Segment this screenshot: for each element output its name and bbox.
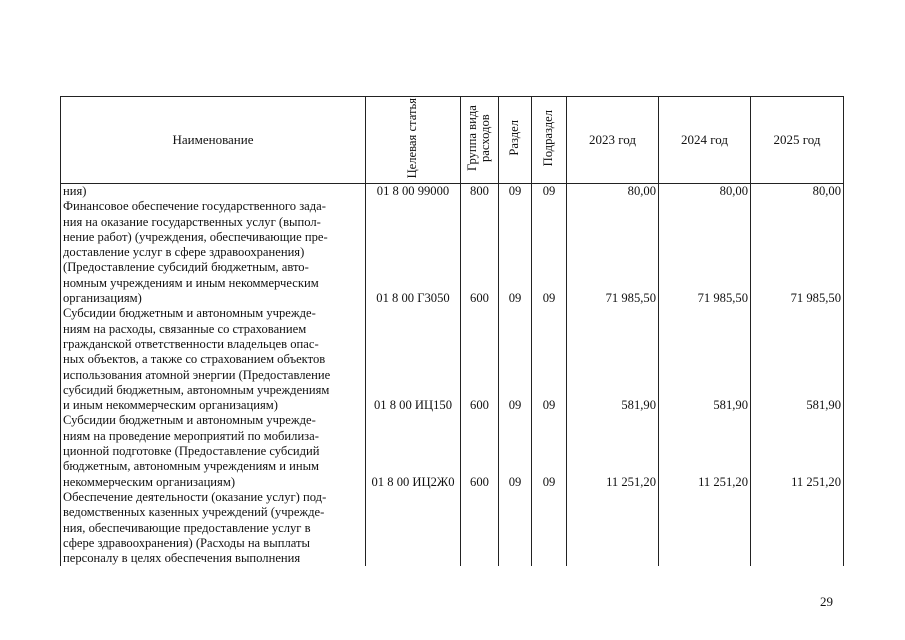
header-section: Раздел [499,97,532,184]
table-row [61,306,844,413]
row-target-article: 01 8 00 Г3050 [366,199,461,306]
row-name-line: гражданской ответственности владельцев опас- [63,336,319,351]
row-expense-group: 600 [461,413,499,489]
row-section: 09 [499,199,532,306]
row-name [61,199,366,306]
row-name-line: Обеспечение деятельности (оказание услуг) под- [63,489,327,504]
row-target-article [366,490,461,566]
row-amount-2023: 11 251,20 [567,413,659,489]
row-expense-group [461,490,499,566]
row-amount-2023: 581,90 [567,306,659,413]
row-name-line: ведомственных казенных учреждений (учрежде- [63,505,325,520]
header-target-article: Целевая статья [366,97,461,184]
row-section: 09 [499,184,532,200]
budget-table [60,96,844,566]
row-expense-group: 600 [461,199,499,306]
row-amount-2023 [567,490,659,566]
table-header-row [61,97,844,184]
header-expense-group: Группа вида расходов [461,97,499,184]
row-name-line: использования атомной энергии (Предоставление [63,367,331,382]
table-row [61,490,844,566]
header-name: Наименование [61,97,366,184]
row-amount-2024: 581,90 [659,306,751,413]
row-name-line: ционной подготовке (Предоставление субсидий [63,444,320,459]
row-name-line: сфере здравоохранения) (Расходы на выплаты [63,535,310,550]
row-name-line: ных объектов, а также со страхованием объектов [63,352,326,367]
row-amount-2024 [659,490,751,566]
row-name-line: ниям на проведение мероприятий по мобилиза- [63,428,319,443]
row-amount-2023: 71 985,50 [567,199,659,306]
row-target-article: 01 8 00 ИЦ2Ж0 [366,413,461,489]
row-name-line: субсидий бюджетным, автономным учреждениям [63,382,330,397]
row-amount-2025 [751,490,844,566]
row-name-line: (Предоставление субсидий бюджетным, авто- [63,260,309,275]
header-subsection: Подраздел [532,97,567,184]
header-year-2025: 2025 год [751,97,844,184]
row-subsection: 09 [532,184,567,200]
row-section [499,490,532,566]
row-name-line: ния) [63,184,87,198]
row-target-article: 01 8 00 99000 [366,184,461,200]
row-amount-2025: 71 985,50 [751,199,844,306]
row-name-line: некоммерческим организациям) [63,474,236,489]
row-expense-group: 800 [461,184,499,200]
row-expense-group: 600 [461,306,499,413]
row-amount-2025: 581,90 [751,306,844,413]
row-section: 09 [499,413,532,489]
header-year-2023: 2023 год [567,97,659,184]
row-name-line: ниям на расходы, связанные со страхованием [63,321,307,336]
row-subsection: 09 [532,306,567,413]
header-year-2024: 2024 год [659,97,751,184]
row-amount-2024: 71 985,50 [659,199,751,306]
row-name-line: ния на оказание государственных услуг (выпол- [63,214,321,229]
row-name-line: ния, обеспечивающие предоставление услуг в [63,520,311,535]
row-amount-2025: 11 251,20 [751,413,844,489]
row-name-line: нение работ) (учреждения, обеспечивающие пре- [63,229,328,244]
row-section: 09 [499,306,532,413]
row-amount-2025: 80,00 [751,184,844,200]
row-name-line: доставление услуг в сфере здравоохранения) [63,245,305,260]
row-subsection: 09 [532,413,567,489]
row-amount-2024: 11 251,20 [659,413,751,489]
row-name [61,413,366,489]
row-name-line: Субсидии бюджетным и автономным учрежде- [63,413,316,428]
row-name [61,184,366,200]
page-number: 29 [820,594,833,609]
row-name-line: персоналу в целях обеспечения выполнения [63,551,301,566]
row-name-line: организациям) [63,291,142,306]
row-name-line: Субсидии бюджетным и автономным учрежде- [63,306,316,321]
row-subsection [532,490,567,566]
row-name-line: Финансовое обеспечение государственного зада- [63,199,326,214]
row-name-line: и иным некоммерческим организациям) [63,398,278,413]
row-amount-2024: 80,00 [659,184,751,200]
row-name-line: бюджетным, автономным учреждениям и иным [63,459,320,474]
row-name [61,490,366,566]
row-target-article: 01 8 00 ИЦ150 [366,306,461,413]
table-row [61,184,844,200]
table-row [61,199,844,306]
row-subsection: 09 [532,199,567,306]
row-name-line: номным учреждениям и иным некоммерческим [63,275,319,290]
row-name [61,306,366,413]
row-amount-2023: 80,00 [567,184,659,200]
table-row [61,413,844,489]
